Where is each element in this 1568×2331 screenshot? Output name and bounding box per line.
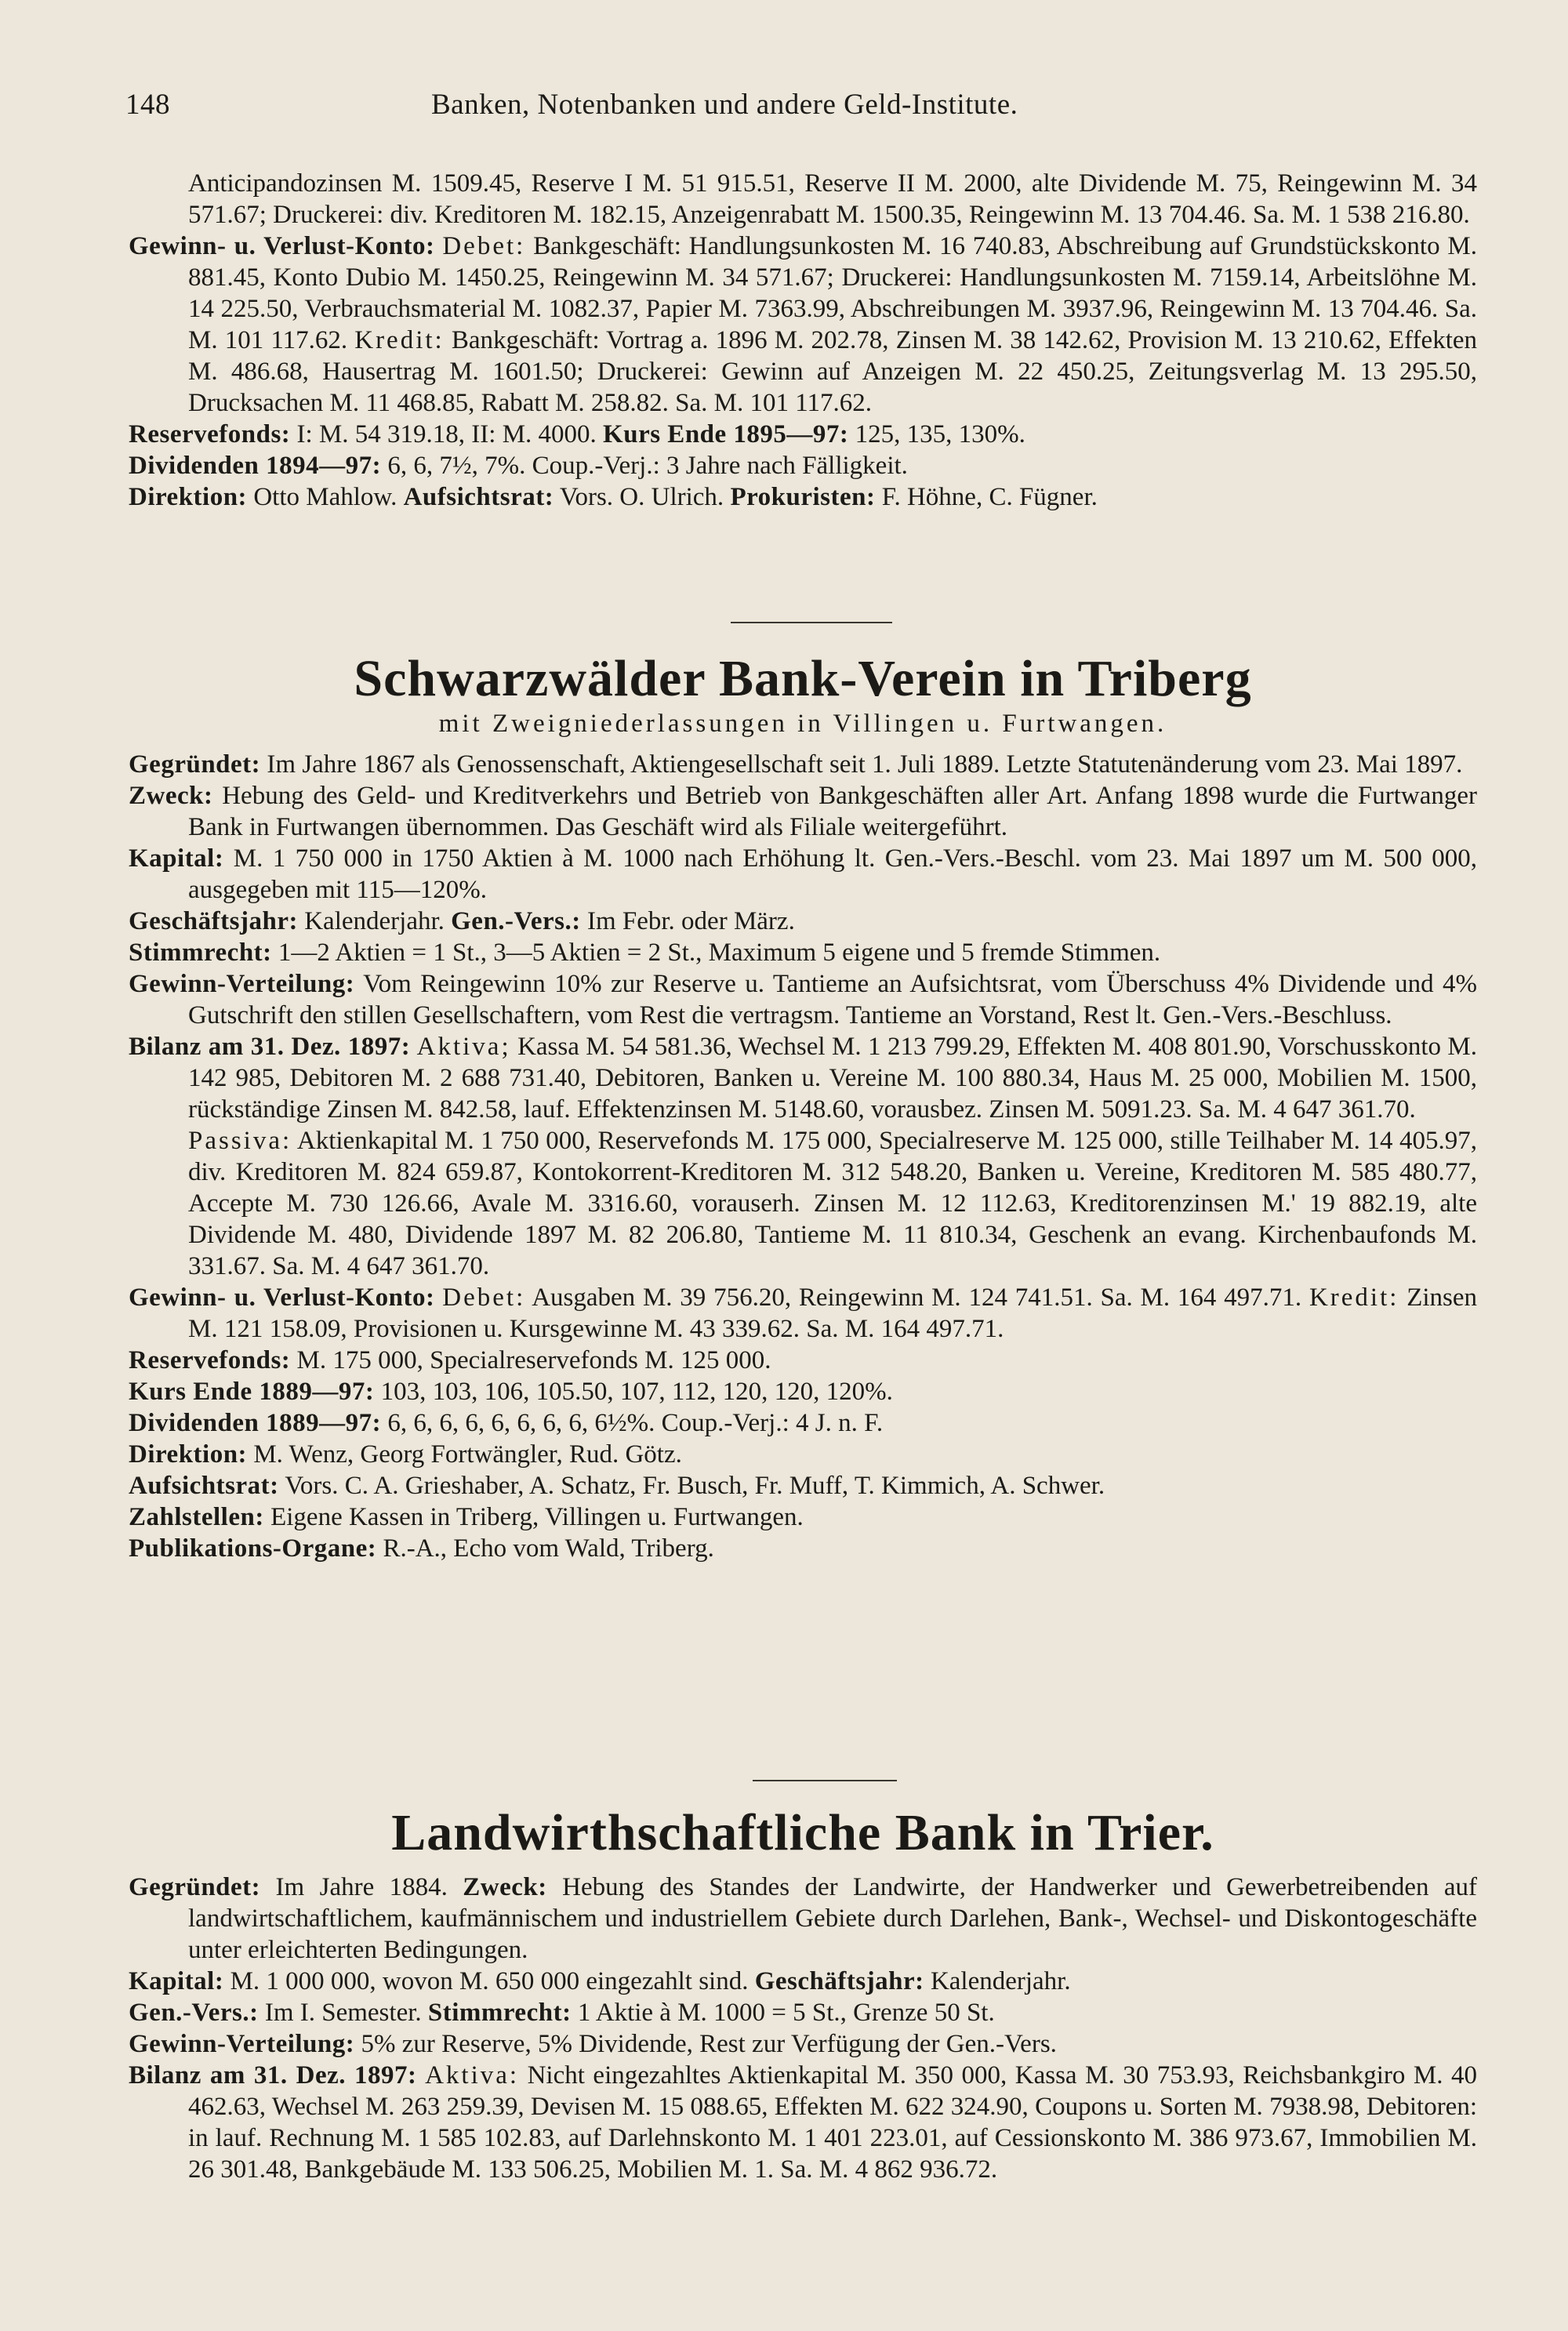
voting-right-text: 1 Aktie à M. 1000 = 5 St., Grenze 50 St. <box>577 1999 995 2027</box>
assets-text: Nicht eingezahltes Aktienkapital M. 350 000, Kassa M. 30 753.93, Reichsbankgiro M. 40 462.63, Wechsel M. 263 259.39, Devisen M. 15 088.65, Effekten M. 622 324.90, Coupons u. Sorten M. 7938.98, Debitoren: in lauf. Rechnung M. 1 585 102.83, auf Darlehnskonto M. 1 401 223.01, auf Cessionskonto M. 386 973.67, Immobilien M. 26 301.48, Bankgebäude M. 133 506.25, Mobilien M. 1. Sa. M. 4 862 936.72. <box>188 2061 1478 2184</box>
founded-label: Gegründet: <box>129 1873 261 1901</box>
business-year-line <box>129 906 1477 937</box>
profit-distribution-line <box>129 968 1477 1031</box>
voting-right-label: Stimmrecht: <box>427 1999 572 2027</box>
kurs-text: 103, 103, 106, 105.50, 107, 112, 120, 120, 120%. <box>380 1378 893 1406</box>
capital-line <box>129 1966 1477 1997</box>
dividends-label: Dividenden 1894—97: <box>129 452 382 480</box>
balance-label: Bilanz am 31. Dez. 1897: <box>129 1033 411 1061</box>
balance-sheet <box>129 1031 1477 1125</box>
general-meeting-text: Im I. Semester. <box>264 1999 422 2027</box>
entry-title: Landwirthschaftliche Bank in Trier. <box>391 1804 1214 1861</box>
dividends-text: 6, 6, 6, 6, 6, 6, 6, 6, 6½%. Coup.-Verj.: 4 J. n. F. <box>387 1409 884 1437</box>
purpose-line <box>129 780 1477 843</box>
running-title: Banken, Notenbanken und andere Geld-Institute. <box>431 89 1018 121</box>
kurs-text: 125, 135, 130%. <box>855 420 1025 448</box>
business-year-label: Geschäftsjahr: <box>754 1967 924 1995</box>
reserve-funds-line <box>129 419 1477 450</box>
page-number: 148 <box>125 89 170 121</box>
voting-right-label: Stimmrecht: <box>129 939 272 967</box>
debet-label: Debet: <box>442 1284 526 1312</box>
balance-sheet <box>129 2060 1477 2185</box>
profit-loss-label: Gewinn- u. Verlust-Konto: <box>129 232 435 260</box>
entry-schwarzwaelder-bank-verein <box>129 749 1477 1564</box>
supervisory-board-line <box>129 1470 1477 1501</box>
publication-organs-text: R.-A., Echo vom Wald, Triberg. <box>383 1534 714 1563</box>
purpose-label: Zweck: <box>129 782 213 810</box>
purpose-label: Zweck: <box>463 1873 547 1901</box>
supervisory-board-label: Aufsichtsrat: <box>129 1472 279 1500</box>
dividends-line <box>129 1407 1477 1439</box>
kurs-label: Kurs Ende 1895—97: <box>603 420 849 448</box>
profit-loss-account <box>129 231 1477 419</box>
reserve-funds-line <box>129 1345 1477 1376</box>
capital-text: M. 1 750 000 in 1750 Aktien à M. 1000 nach Erhöhung lt. Gen.-Vers.-Beschl. vom 23. Mai 1897 um M. 500 000, ausgegeben mit 115—120%. <box>188 844 1477 904</box>
purpose-text: Hebung des Geld- und Kreditverkehrs und Betrieb von Bankgeschäften aller Art. Anfang 1898 wurde die Furtwanger Bank in Furtwangen übernommen. Das Geschäft wird als Filiale weitergeführt. <box>188 782 1478 841</box>
business-year-text: Kalenderjahr. <box>930 1967 1071 1995</box>
profit-distribution-label: Gewinn-Verteilung: <box>129 970 355 998</box>
procurists-label: Prokuristen: <box>730 483 876 511</box>
direction-label: Direktion: <box>129 483 248 511</box>
profit-loss-label: Gewinn- u. Verlust-Konto: <box>129 1284 435 1312</box>
general-meeting-line <box>129 1997 1477 2028</box>
general-meeting-text: Im Febr. oder März. <box>586 907 795 935</box>
founded-line <box>129 749 1477 780</box>
profit-distribution-text: Vom Reingewinn 10% zur Reserve u. Tantieme an Aufsichtsrat, vom Überschuss 4% Dividende und 4% Gutschrift den stillen Gesellschaftern, vom Rest die vertragsm. Tantieme an Vorstand, Rest lt. Gen.-Vers.-Beschluss. <box>188 970 1477 1029</box>
capital-text: M. 1 000 000, wovon M. 650 000 eingezahlt sind. <box>230 1967 749 1995</box>
assets-text: Kassa M. 54 581.36, Wechsel M. 1 213 799.29, Effekten M. 408 801.90, Vorschusskonto M. 142 985, Debitoren M. 2 688 731.40, Debitoren, Banken u. Vereine M. 100 880.34, Haus M. 25 000, Mobilien M. 1500, rückständige Zinsen M. 842.58, lauf. Effektenzinsen M. 5148.60, vorausbez. Zinsen M. 5091.23. Sa. M. 4 647 361.70. <box>188 1033 1478 1124</box>
profit-distribution-line <box>129 2028 1477 2060</box>
founded-purpose-line <box>129 1872 1477 1966</box>
paying-agents-line <box>129 1501 1477 1533</box>
profit-distribution-text: 5% zur Reserve, 5% Dividende, Rest zur Verfügung der Gen.-Vers. <box>361 2030 1057 2058</box>
kredit-label: Kredit: <box>1308 1284 1399 1312</box>
entry-title: Schwarzwälder Bank-Verein in Triberg <box>354 650 1252 707</box>
supervisory-board-text: Vors. C. A. Grieshaber, A. Schatz, Fr. Busch, Fr. Muff, T. Kimmich, A. Schwer. <box>285 1472 1105 1500</box>
purpose-text: Hebung des Standes der Landwirte, der Handwerker und Gewerbetreibenden auf landwirtschaftlichem, kaufmännischem und industriellem Gebiete durch Darlehen, Bank-, Wechsel- und Diskontogeschäfte unter erleichterten Bedingungen. <box>188 1873 1477 1964</box>
balance-continuation: Anticipandozinsen M. 1509.45, Reserve I M. 51 915.51, Reserve II M. 2000, alte Dividende M. 75, Reingewinn M. 34 571.67; Druckerei: div. Kreditoren M. 182.15, Anzeigenrabatt M. 1500.35, Reingewinn M. 13 704.46. Sa. M. 1 538 216.80. <box>188 169 1477 229</box>
supervisory-board-label: Aufsichtsrat: <box>403 483 554 511</box>
procurists-text: F. Höhne, C. Fügner. <box>881 483 1098 511</box>
reserve-funds-label: Reservefonds: <box>129 420 291 448</box>
kurs-line <box>129 1376 1477 1407</box>
assets-label: Aktiva: <box>425 2061 520 2090</box>
publication-organs-line <box>129 1533 1477 1564</box>
kurs-label: Kurs Ende 1889—97: <box>129 1378 375 1406</box>
liabilities <box>129 1125 1477 1282</box>
reserve-funds-text: M. 175 000, Specialreservefonds M. 125 000. <box>296 1346 771 1374</box>
debet-text: Bankgeschäft: Handlungsunkosten M. 16 740.83, Abschreibung auf Grundstückskonto M. 881.45, Konto Dubio M. 1450.25, Reingewinn M. 34 571.67; Druckerei: Handlungsunkosten M. 7159.14, Arbeitslöhne M. 14 225.50, Verbrauchsmaterial M. 1082.37, Papier M. 7363.99, Abschreibungen M. 3937.96, Reingewinn M. 13 704.46. Sa. M. 101 117.62. <box>188 232 1477 354</box>
general-meeting-label: Gen.-Vers.: <box>129 1999 259 2027</box>
direction-text: Otto Mahlow. <box>253 483 397 511</box>
paying-agents-text: Eigene Kassen in Triberg, Villingen u. Furtwangen. <box>270 1503 804 1531</box>
section-divider <box>753 1780 897 1781</box>
entry-subtitle: mit Zweigniederlassungen in Villingen u. Furtwangen. <box>438 710 1167 738</box>
capital-line <box>129 843 1477 906</box>
direction-line <box>129 1439 1477 1470</box>
running-header <box>125 88 1474 135</box>
liabilities-label: Passiva: <box>188 1127 292 1155</box>
dividends-text: 6, 6, 7½, 7%. Coup.-Verj.: 3 Jahre nach Fälligkeit. <box>387 452 908 480</box>
debet-text: Ausgaben M. 39 756.20, Reingewinn M. 124 741.51. Sa. M. 164 497.71. <box>532 1284 1302 1312</box>
profit-distribution-label: Gewinn-Verteilung: <box>129 2030 355 2058</box>
business-year-label: Geschäftsjahr: <box>129 907 298 935</box>
direction-label: Direktion: <box>129 1440 248 1469</box>
kredit-label: Kredit: <box>354 326 445 354</box>
founded-text: Im Jahre 1867 als Genossenschaft, Aktiengesellschaft seit 1. Juli 1889. Letzte Statutenänderung vom 23. Mai 1897. <box>267 750 1463 779</box>
reserve-funds-label: Reservefonds: <box>129 1346 291 1374</box>
entry-landwirthschaftliche-bank <box>129 1872 1477 2185</box>
capital-label: Kapital: <box>129 1967 224 1995</box>
section-divider <box>731 622 892 623</box>
reserve-funds-text: I: M. 54 319.18, II: M. 4000. <box>296 420 597 448</box>
previous-entry-continuation <box>129 168 1477 513</box>
direction-text: M. Wenz, Georg Fortwängler, Rud. Götz. <box>253 1440 682 1469</box>
kredit-text: Bankgeschäft: Vortrag a. 1896 M. 202.78, Zinsen M. 38 142.62, Provision M. 13 210.62, Effekten M. 486.68, Hausertrag M. 1601.50; Druckerei: Gewinn auf Anzeigen M. 22 450.25, Zeitungsverlag M. 13 295.50, Drucksachen M. 11 468.85, Rabatt M. 258.82. Sa. M. 101 117.62. <box>188 326 1478 417</box>
liabilities-text: Aktienkapital M. 1 750 000, Reservefonds M. 175 000, Specialreserve M. 125 000, stille Teilhaber M. 14 405.97, div. Kreditoren M. 824 659.87, Kontokorrent-Kreditoren M. 312 548.20, Banken u. Vereine, Kreditoren M. 585 480.77, Accepte M. 730 126.66, Avale M. 3316.60, vorauserh. Zinsen M. 12 112.63, Kreditorenzinsen M.' 19 882.19, alte Dividende M. 480, Dividende 1897 M. 82 206.80, Tantieme M. 11 810.34, Geschenk an evang. Kirchenbaufonds M. 331.67. Sa. M. 4 647 361.70. <box>188 1127 1477 1280</box>
direction-line <box>129 481 1477 513</box>
supervisory-board-text: Vors. O. Ulrich. <box>559 483 724 511</box>
voting-right-line <box>129 937 1477 968</box>
profit-loss-account <box>129 1282 1477 1345</box>
debet-label: Debet: <box>442 232 526 260</box>
kredit-text: Zinsen M. 121 158.09, Provisionen u. Kursgewinne M. 43 339.62. Sa. M. 164 497.71. <box>188 1284 1478 1343</box>
business-year-text: Kalenderjahr. <box>304 907 445 935</box>
publication-organs-label: Publikations-Organe: <box>129 1534 377 1563</box>
general-meeting-label: Gen.-Vers.: <box>451 907 581 935</box>
capital-label: Kapital: <box>129 844 224 873</box>
founded-text: Im Jahre 1884. <box>275 1873 448 1901</box>
balance-label: Bilanz am 31. Dez. 1897: <box>129 2061 417 2090</box>
paying-agents-label: Zahlstellen: <box>129 1503 264 1531</box>
assets-label: Aktiva; <box>416 1033 511 1061</box>
dividends-label: Dividenden 1889—97: <box>129 1409 382 1437</box>
founded-label: Gegründet: <box>129 750 261 779</box>
voting-right-text: 1—2 Aktien = 1 St., 3—5 Aktien = 2 St., Maximum 5 eigene und 5 fremde Stimmen. <box>278 939 1161 967</box>
dividends-line <box>129 450 1477 481</box>
